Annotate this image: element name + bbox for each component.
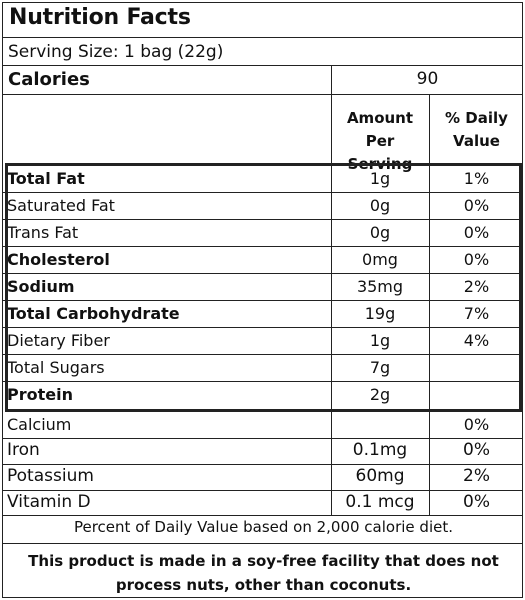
label-title: Nutrition Facts bbox=[9, 5, 191, 30]
nutrient-row: Saturated Fat 0g 0% bbox=[7, 196, 490, 215]
daily-value-header: % Daily Value bbox=[445, 109, 508, 150]
vitamin-row: Calcium 0% bbox=[7, 415, 490, 434]
daily-value-footnote: Percent of Daily Value based on 2,000 calorie diet. bbox=[73, 518, 453, 536]
divider bbox=[3, 37, 522, 38]
nutrition-label bbox=[2, 2, 523, 598]
calories-value: 90 bbox=[416, 69, 439, 89]
serving-size: Serving Size: 1 bag (22g) bbox=[8, 42, 224, 62]
vitamin-row: Iron 0.1mg 0% bbox=[7, 440, 490, 460]
nutrient-row: Dietary Fiber 1g 4% bbox=[7, 331, 490, 350]
nutrient-row: Trans Fat 0g 0% bbox=[7, 223, 490, 242]
vitamin-row: Vitamin D 0.1 mcg 0% bbox=[7, 492, 490, 512]
nutrient-row: Sodium 35mg 2% bbox=[7, 277, 490, 296]
allergen-statement: This product is made in a soy-free facility that does not process nuts, other than coconuts. bbox=[28, 552, 499, 594]
vitamin-row: Potassium 60mg 2% bbox=[7, 466, 490, 486]
divider bbox=[3, 94, 522, 95]
nutrient-row: Cholesterol 0mg 0% bbox=[7, 250, 490, 269]
nutrient-row: Total Fat 1g 1% bbox=[7, 169, 490, 188]
calories-label: Calories bbox=[8, 69, 90, 90]
nutrient-row: Protein 2g bbox=[7, 385, 391, 404]
nutrient-row: Total Sugars 7g bbox=[7, 358, 391, 377]
amount-header: Amount Per Serving bbox=[346, 109, 414, 173]
nutrient-row: Total Carbohydrate 19g 7% bbox=[7, 304, 490, 323]
divider bbox=[3, 65, 522, 66]
